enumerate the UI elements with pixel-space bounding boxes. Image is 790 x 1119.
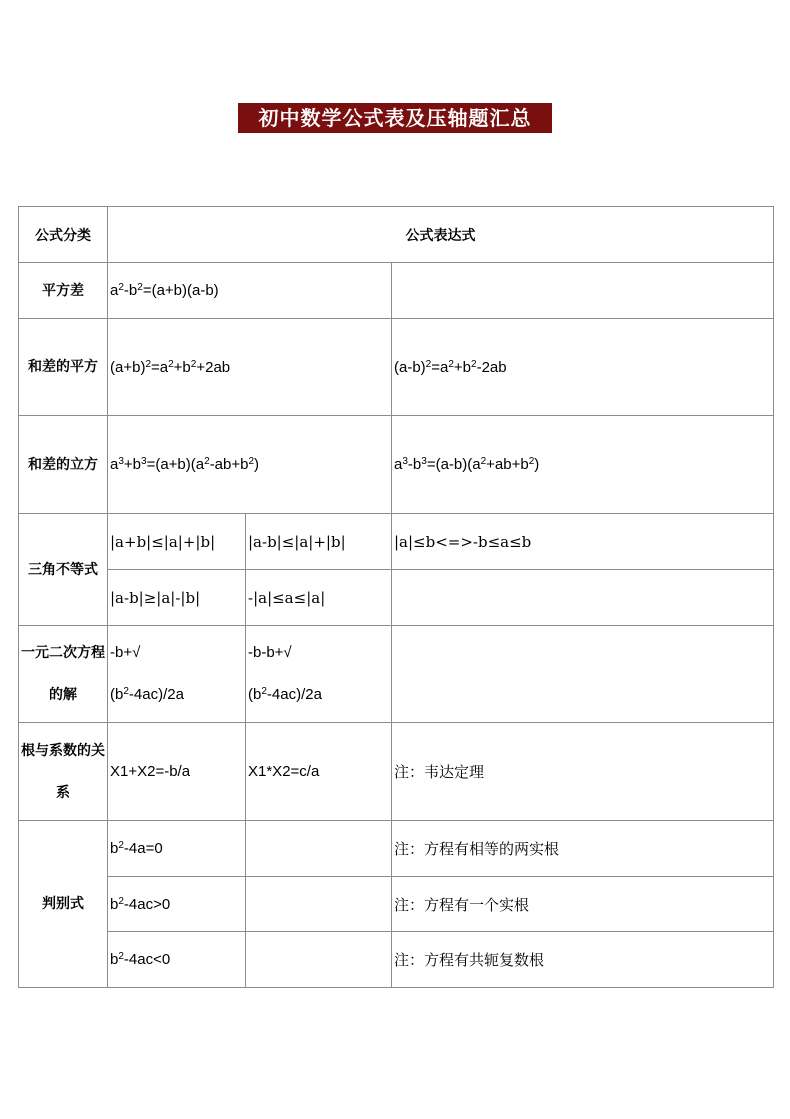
formula-sum-square: $(a+b)^2=a^2+b^2+2ab$ — [108, 319, 392, 416]
empty-cell — [246, 821, 392, 877]
formula-discriminant-positive: $b^2-4ac>0$ — [108, 877, 246, 932]
row-triangle-inequality-2 — [19, 570, 774, 626]
empty-cell — [246, 877, 392, 932]
row-discriminant-2 — [19, 877, 774, 932]
empty-cell — [392, 263, 774, 319]
row-quadratic-solution — [19, 626, 774, 723]
formula-root-product: X1*X2=c/a — [246, 723, 392, 821]
row-square-difference — [19, 263, 774, 319]
formula-difference-square: $(a-b)^2=a^2+b^2-2ab$ — [392, 319, 774, 416]
formula-triangle-ineq-5: -|a|≤a≤|a| — [246, 570, 392, 626]
row-sum-difference-square — [19, 319, 774, 416]
formula-triangle-ineq-4: |a-b|≥|a|-|b| — [108, 570, 246, 626]
formula-discriminant-zero: $b^2-4a=0$ — [108, 821, 246, 877]
category-square-difference: 平方差 — [19, 263, 108, 319]
row-discriminant-1 — [19, 821, 774, 877]
header-expression: 公式表达式 — [108, 207, 774, 263]
formula-quadratic-root-2: -b-b+√ $(b^2-4ac)/2a$ — [246, 626, 392, 723]
formula-square-difference: $a^2-b^2=(a+b)(a-b)$ — [108, 263, 392, 319]
formula-triangle-ineq-2: |a-b|≤|a|+|b| — [246, 514, 392, 570]
page-title: 初中数学公式表及压轴题汇总 — [238, 103, 552, 133]
empty-cell — [246, 932, 392, 988]
row-vieta — [19, 723, 774, 821]
note-vieta: 注：韦达定理 — [392, 723, 774, 821]
header-row — [19, 207, 774, 263]
note-discriminant-zero: 注：方程有相等的两实根 — [392, 821, 774, 877]
formula-difference-cube: $a^3-b^3=(a-b)(a^2+ab+b^2)$ — [392, 416, 774, 514]
note-discriminant-positive: 注：方程有一个实根 — [392, 877, 774, 932]
formula-triangle-ineq-1: |a+b|≤|a|+|b| — [108, 514, 246, 570]
note-discriminant-negative: 注：方程有共轭复数根 — [392, 932, 774, 988]
empty-cell — [392, 570, 774, 626]
formula-sum-cube: $a^3+b^3=(a+b)(a^2-ab+b^2)$ — [108, 416, 392, 514]
formula-triangle-ineq-3: |a|≤b<=>-b≤a≤b — [392, 514, 774, 570]
category-sum-difference-cube: 和差的立方 — [19, 416, 108, 514]
formula-table — [18, 206, 774, 988]
category-sum-difference-square: 和差的平方 — [19, 319, 108, 416]
category-discriminant: 判别式 — [19, 821, 108, 988]
category-quadratic-solution: 一元二次方程的解 — [19, 626, 108, 723]
category-vieta: 根与系数的关系 — [19, 723, 108, 821]
formula-quadratic-root-1: -b+√ $(b^2-4ac)/2a$ — [108, 626, 246, 723]
row-discriminant-3 — [19, 932, 774, 988]
header-category: 公式分类 — [19, 207, 108, 263]
row-sum-difference-cube — [19, 416, 774, 514]
empty-cell — [392, 626, 774, 723]
category-triangle-inequality: 三角不等式 — [19, 514, 108, 626]
row-triangle-inequality-1 — [19, 514, 774, 570]
formula-root-sum: X1+X2=-b/a — [108, 723, 246, 821]
formula-discriminant-negative: $b^2-4ac<0$ — [108, 932, 246, 988]
